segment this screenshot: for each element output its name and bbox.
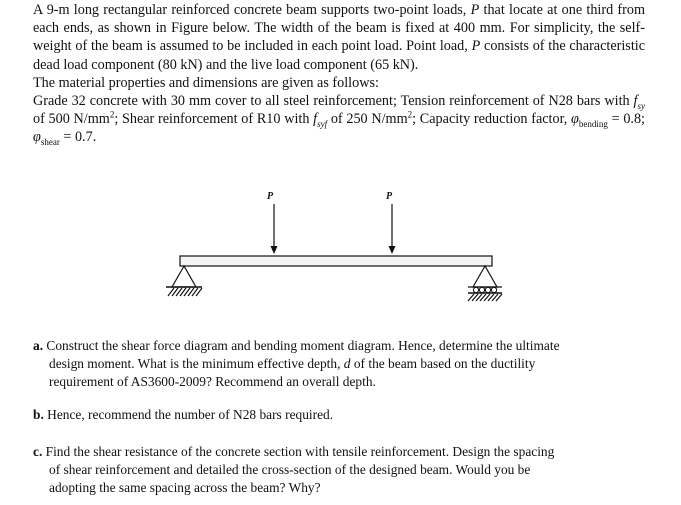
load-symbol: P bbox=[470, 2, 480, 18]
fsyf-subscript: syf bbox=[317, 119, 328, 130]
question-text-line: adopting the same spacing across the beam? Why? bbox=[49, 479, 321, 495]
beam bbox=[180, 256, 492, 266]
phi-symbol: φ bbox=[33, 129, 41, 146]
question-b bbox=[33, 406, 645, 424]
question-a bbox=[33, 337, 645, 390]
depth-symbol: d bbox=[343, 355, 351, 371]
intro-paragraph-2: The material properties and dimensions are given as follows: bbox=[33, 74, 379, 91]
fsyf-symbol: f bbox=[313, 111, 318, 128]
load-label-right: P bbox=[385, 191, 393, 202]
fsy-symbol: f bbox=[633, 93, 638, 110]
load-symbol: P bbox=[471, 38, 481, 55]
load-arrow-right bbox=[389, 204, 396, 254]
question-label: b. bbox=[33, 407, 44, 422]
question-text-line: of shear reinforcement and detailed the cross-section of the designed beam. Would you be bbox=[49, 461, 531, 477]
intro-text: consists of the characteristic dead load component (80 kN) and the live load component (65 kN). bbox=[33, 38, 646, 73]
question-text-line: requirement of AS3600-2009? Recommend an overall depth. bbox=[49, 373, 376, 389]
beam-figure bbox=[150, 182, 510, 322]
question-text: design moment. What is the minimum effective depth, bbox=[49, 355, 344, 371]
phi-subscript: shear bbox=[40, 137, 60, 148]
question-label: c. bbox=[33, 444, 43, 459]
question-text-line bbox=[33, 355, 645, 373]
superscript: 2 bbox=[109, 109, 115, 120]
fsy-subscript: sy bbox=[637, 100, 645, 111]
problem-statement bbox=[33, 1, 645, 147]
question-text: of the beam based on the ductility bbox=[350, 355, 536, 371]
intro-text: A 9-m long rectangular reinforced concrete beam supports two-point loads, bbox=[33, 2, 471, 18]
intro-text: ; Shear reinforcement of R10 with bbox=[114, 111, 314, 128]
intro-text: = 0.8; bbox=[607, 111, 645, 128]
intro-text: that locate at one third from each ends, as shown in Figure below. The width of the beam is fixed at 400 mm. For simplicity, the self-weight of the beam is assumed to be included in each point load. Point load, bbox=[33, 2, 645, 55]
intro-text: of 250 N/mm bbox=[327, 111, 408, 128]
intro-text: ; Capacity reduction factor, bbox=[412, 111, 572, 128]
load-label-left: P bbox=[266, 191, 274, 202]
question-label: a. bbox=[33, 338, 44, 353]
intro-text: Grade 32 concrete with 30 mm cover to all steel reinforcement; Tension reinforcement of N28 bars with bbox=[33, 93, 634, 110]
question-text: Construct the shear force diagram and bending moment diagram. Hence, determine the ultimate bbox=[43, 338, 560, 353]
intro-text: of 500 N/mm bbox=[33, 111, 110, 128]
phi-symbol: φ bbox=[571, 111, 579, 128]
intro-text: = 0.7. bbox=[59, 129, 97, 146]
intro-paragraph-1 bbox=[33, 1, 645, 74]
pin-support bbox=[166, 266, 202, 296]
question-text: Find the shear resistance of the concrete section with tensile reinforcement. Design the spacing bbox=[42, 444, 555, 459]
load-arrow-left bbox=[271, 204, 278, 254]
phi-subscript: bending bbox=[578, 119, 608, 130]
question-c bbox=[33, 443, 645, 496]
intro-paragraph-3 bbox=[33, 92, 645, 147]
roller-support bbox=[468, 266, 502, 301]
question-text: Hence, recommend the number of N28 bars required. bbox=[43, 407, 334, 422]
superscript: 2 bbox=[407, 109, 413, 120]
